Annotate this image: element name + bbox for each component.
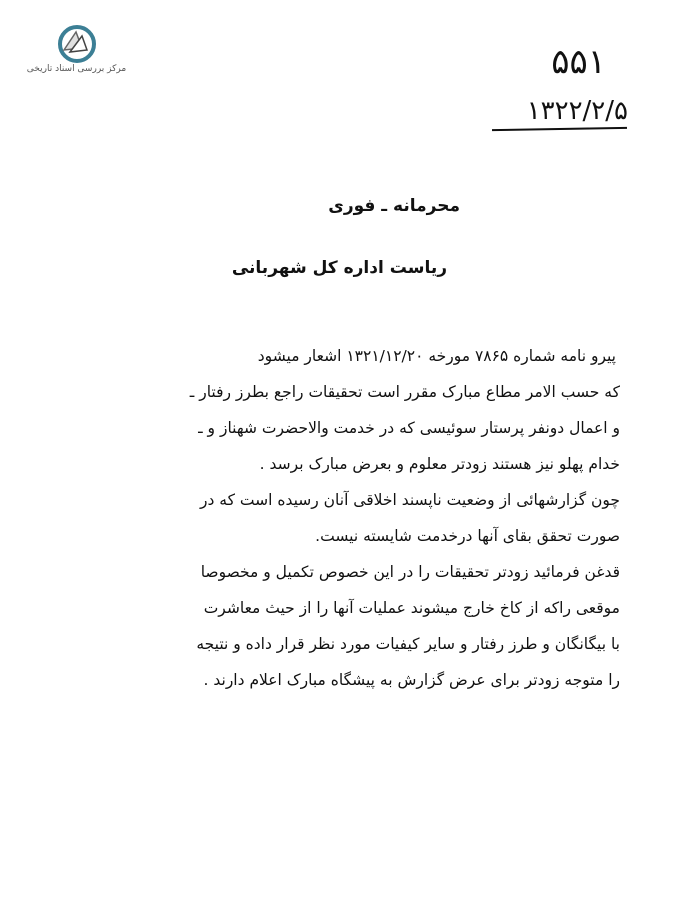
body-line: چون گزارشهائی از وضعیت ناپسند اخلاقی آنان رسیده است که در <box>199 491 620 509</box>
recipient-heading: ریاست اداره کل شهربانی <box>231 258 447 278</box>
classification-label: محرمانه ـ فوری <box>328 196 460 216</box>
letter-body <box>60 338 620 698</box>
archive-center-logo-icon <box>54 24 100 64</box>
body-line: با بیگانگان و طرز رفتار و سایر کیفیات مورد نظر قرار داده و نتیجه <box>196 635 620 653</box>
body-line: و اعمال دونفر پرستار سوئیسی که در خدمت والاحضرت شهناز و ـ <box>198 419 620 437</box>
date-underline <box>492 127 627 131</box>
body-line: خدام پهلو نیز هستند زودتر معلوم و بعرض مبارک برسد . <box>259 455 620 473</box>
document-number: ۵۵۱ <box>551 42 606 82</box>
body-line: موقعی راکه از کاخ خارج میشوند عملیات آنها را از حیث معاشرت <box>203 599 620 617</box>
body-line: را متوجه زودتر برای عرض گزارش به پیشگاه مبارک اعلام دارند . <box>203 671 620 689</box>
archive-logo <box>14 24 139 84</box>
body-line: صورت تحقق بقای آنها درخدمت شایسته نیست. <box>315 527 620 545</box>
body-line: پیرو نامه شماره ۷۸۶۵ مورخه ۱۳۲۱/۱۲/۲۰ اشعار میشود <box>257 347 616 365</box>
body-line: قدغن فرمائید زودتر تحقیقات را در این خصوص تکمیل و مخصوصا <box>200 563 620 581</box>
body-line: که حسب الامر مطاع مبارک مقرر است تحقیقات راجع بطرز رفتار ـ <box>189 383 620 401</box>
document-date: ۱۳۲۲/۲/۵ <box>526 96 628 126</box>
archive-logo-caption: مرکز بررسی اسناد تاریخی <box>26 64 127 74</box>
